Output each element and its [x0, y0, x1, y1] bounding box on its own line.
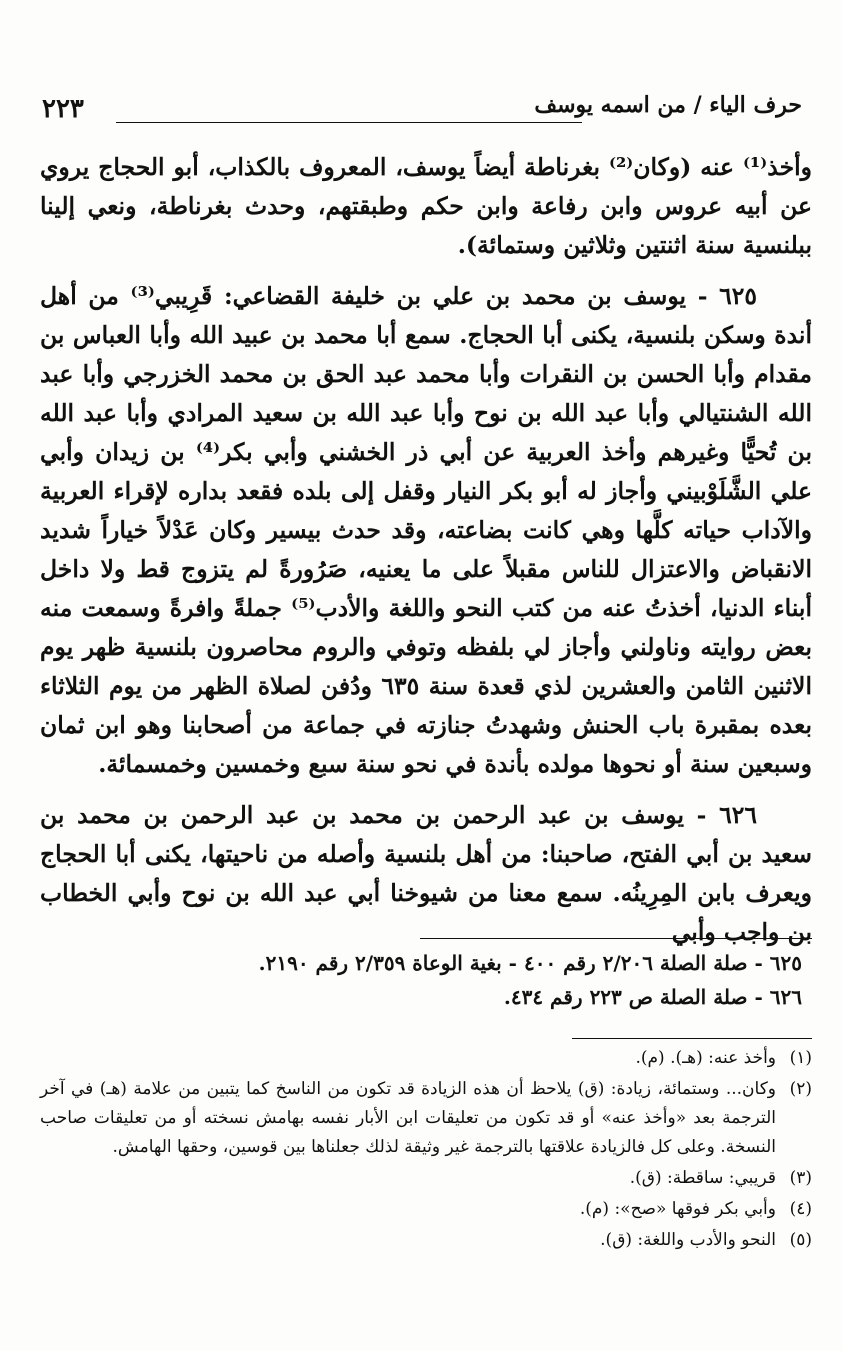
source-626: ٦٢٦ - صلة الصلة ص ٢٢٣ رقم ٤٣٤.: [503, 985, 802, 1009]
source-625: ٦٢٥ - صلة الصلة ٢/٢٠٦ رقم ٤٠٠ - بغية الوعاة ٢/٣٥٩ رقم ٢١٩٠.: [258, 951, 802, 975]
footnotes-divider: [572, 1038, 812, 1039]
footnote: [40, 1195, 812, 1224]
footnote-number: (٢): [789, 1079, 812, 1099]
footnote-number: (٣): [789, 1168, 812, 1188]
footnote: [40, 1164, 812, 1193]
footnote-number: (٥): [789, 1230, 812, 1250]
footnote-number: (١): [789, 1048, 812, 1068]
footnotes: [40, 1044, 812, 1255]
footnote-text: وكان... وستمائة، زيادة: (ق) يلاحظ أن هذه الزيادة قد تكون من الناسخ كما يتبين من علامة (هـ) في آخر الترجمة بعد «وأخذ عنه» أو قد تكون من تعليقات ابن الأبار نفسه بهامش نسخته أو من تعليقات صاحب النسخة. وعلى كل فالزيادة علاقتها بالترجمة غير وثيقة لذلك جعلناها بين قوسين، وحقها الهامش.: [40, 1079, 776, 1157]
footnote-text: وأبي بكر فوقها «صح»: (م).: [579, 1199, 776, 1219]
page-number: ٢٢٣: [42, 94, 84, 124]
footnote-number: (٤): [789, 1199, 812, 1219]
header-rule: [116, 122, 582, 123]
footnote-text: وأخذ عنه: (هـ). (م).: [635, 1048, 776, 1068]
footnote-text: قريبي: ساقطة: (ق).: [629, 1168, 776, 1188]
sources-block: [40, 946, 812, 1014]
paragraph-continuation: وأخذ⁽¹⁾ عنه (وكان⁽²⁾ بغرناطة أيضاً يوسف، المعروف بالكذاب، أبو الحجاج يروي عن أبيه عروس وابن رفاعة وابن حكم وطبقتهم، وحدث بغرناطة، ونعي إلينا ببلنسية سنة اثنتين وثلاثين وستمائة).: [40, 153, 813, 259]
footnote: [40, 1226, 812, 1255]
page-header: [36, 88, 808, 128]
main-text: [40, 148, 812, 952]
footnote: [40, 1075, 812, 1162]
running-head: حرف الياء / من اسمه يوسف: [534, 92, 802, 118]
entry-625: ٦٢٥ - يوسف بن محمد بن علي بن خليفة القضاعي: قَرِيبي⁽³⁾ من أهل أندة وسكن بلنسية، يكنى أبا الحجاج. سمع أبا محمد بن عبيد الله وأبا العباس بن مقدام وأبا الحسن بن النقرات وأبا محمد عبد الحق بن محمد الخزرجي وأبا عبد الله الشنتيالي وأبا عبد الله بن نوح وأبا عبد الله بن سعيد المرادي وأبا عبد الله بن تُحيًّا وغيرهم وأخذ العربية عن أبي ذر الخشني وأبي بكر⁽⁴⁾ بن زيدان وأبي علي الشَّلَوْبيني وأجاز له أبو بكر النيار وقفل إلى بلده فقعد بداره لإقراء العربية والآداب حياته كلَّها وهي كانت بضاعته، وقد حدث بيسير وكان عَدْلاً خياراً شديد الانقباض والاعتزال للناس مقبلاً على ما يعنيه، صَرُورةً لم يتزوج قط ولا داخل أبناء الدنيا، أخذتُ عنه من كتب النحو واللغة والأدب⁽⁵⁾ جملةً وافرةً وسمعت منه بعض روايته وناولني وأجاز لي بلفظه وتوفي والروم محاصرون بلنسية ظهر يوم الاثنين الثامن والعشرين لذي قعدة سنة ٦٣٥ ودُفن لصلاة الظهر من يوم الثلاثاء بعده بمقبرة باب الحنش وشهدتُ جنازته في جماعة من أصحابنا وهو ابن ثمان وسبعين سنة أو نحوها مولده بأندة في نحو سنة سبع وخمسين وخمسمائة.: [40, 282, 812, 778]
sources-divider: [420, 938, 812, 939]
footnote-text: النحو والأدب واللغة: (ق).: [600, 1230, 776, 1250]
footnote: [40, 1044, 812, 1073]
entry-626: ٦٢٦ - يوسف بن عبد الرحمن بن محمد بن عبد الرحمن بن محمد بن سعيد بن أبي الفتح، صاحبنا: من أهل بلنسية وأصله من ناحيتها، يكنى أبا الحجاج ويعرف بابن المِرِينُه. سمع معنا من شيوخنا أبي عبد الله بن نوح وأبي الخطاب بن واجب وأبي: [40, 801, 812, 946]
